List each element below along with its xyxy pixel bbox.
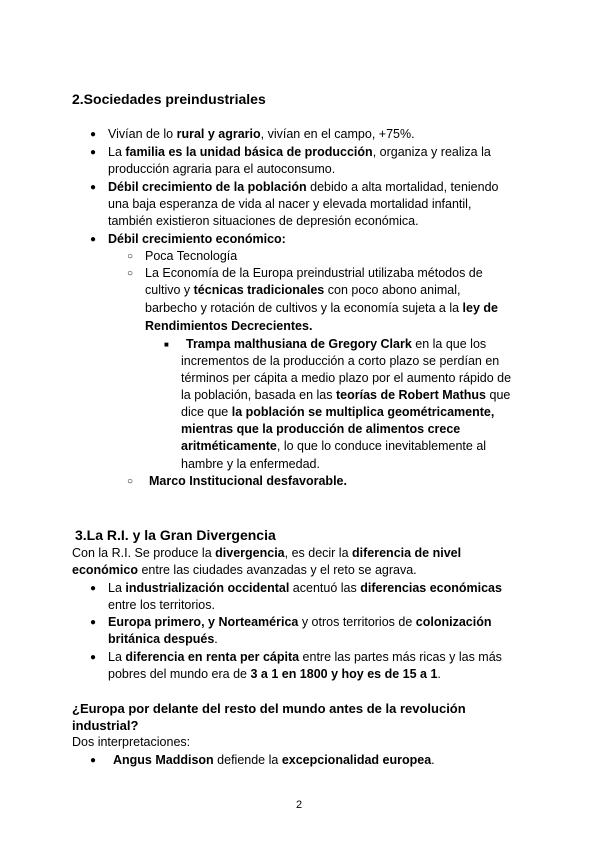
section-3-title: 3.La R.I. y la Gran Divergencia xyxy=(75,527,276,543)
s2-bullet-4: Débil crecimiento económico: xyxy=(108,232,286,246)
circle-bullet-icon: ○ xyxy=(127,268,134,279)
section-2-title: 2.Sociedades preindustriales xyxy=(72,91,266,107)
bullet-icon: ● xyxy=(90,234,97,245)
s2-subsub-1-line4: la población, basada en las teorías de Robert Mathus que xyxy=(181,388,511,402)
bullet-icon: ● xyxy=(90,182,97,193)
s2-subsub-1-line5: dice que la población se multiplica geométricamente, xyxy=(181,405,495,419)
page-number: 2 xyxy=(296,799,303,811)
s3-bullet-2-line1: Europa primero, y Norteamérica y otros territorios de colonización xyxy=(108,615,492,629)
question-intro: Dos interpretaciones: xyxy=(72,735,191,749)
s2-sub-2-line3: barbecho y rotación de cultivos y la economía sujeta a la ley de xyxy=(145,301,498,315)
s2-sub-2-line4: Rendimientos Decrecientes. xyxy=(145,319,313,333)
s2-sub-2-line2: cultivo y técnicas tradicionales con poco abono animal, xyxy=(145,283,461,297)
s2-subsub-1-line6: mientras que la producción de alimentos crece xyxy=(181,422,461,436)
s2-sub-1: Poca Tecnología xyxy=(145,249,238,263)
s2-bullet-3-line2: una baja esperanza de vida al nacer y elevada mortalidad infantil, xyxy=(108,197,472,211)
s3-bullet-3-line1: La diferencia en renta per cápita entre las partes más ricas y las más xyxy=(108,650,502,664)
s3-paragraph-line1: Con la R.I. Se produce la divergencia, es decir la diferencia de nivel xyxy=(72,546,462,560)
bullet-icon: ● xyxy=(90,617,97,628)
bullet-icon: ● xyxy=(90,583,97,594)
s2-subsub-1-line2: incrementos de la producción a corto plazo se perdían en xyxy=(181,354,500,368)
question-line1: ¿Europa por delante del resto del mundo antes de la revolución xyxy=(72,701,466,716)
s2-bullet-3-line3: también existieron situaciones de depresión económica. xyxy=(108,214,419,228)
circle-bullet-icon: ○ xyxy=(127,476,134,487)
question-line2: industrial? xyxy=(72,718,139,733)
s2-bullet-1: Vivían de lo rural y agrario, vivían en el campo, +75%. xyxy=(108,127,415,141)
s2-sub-3: Marco Institucional desfavorable. xyxy=(149,474,347,488)
s2-bullet-2-line2: producción agraria para el autoconsumo. xyxy=(108,162,336,176)
bullet-icon: ● xyxy=(90,147,97,158)
s2-subsub-1-line3: términos per cápita a medio plazo por el aumento rápido de xyxy=(181,371,512,385)
s2-subsub-1-line1: Trampa malthusiana de Gregory Clark en la que los xyxy=(186,337,487,351)
bullet-icon: ● xyxy=(90,755,97,766)
s2-sub-2-line1: La Economía de la Europa preindustrial utilizaba métodos de xyxy=(145,266,483,280)
s3-bullet-3-line2: pobres del mundo era de 3 a 1 en 1800 y hoy es de 15 a 1. xyxy=(108,667,441,681)
s3-bullet-1-line1: La industrialización occidental acentuó las diferencias económicas xyxy=(108,581,502,595)
s3-bullet-1-line2: entre los territorios. xyxy=(108,598,215,612)
s3-bullet-2-line2: británica después. xyxy=(108,632,218,646)
bullet-icon: ● xyxy=(90,652,97,663)
question-bullet-1: Angus Maddison defiende la excepcionalidad europea. xyxy=(113,753,435,767)
s2-bullet-3-line1: Débil crecimiento de la población debido a alta mortalidad, teniendo xyxy=(108,180,499,194)
bullet-icon: ● xyxy=(90,129,97,140)
s2-bullet-2-line1: La familia es la unidad básica de producción, organiza y realiza la xyxy=(108,145,491,159)
circle-bullet-icon: ○ xyxy=(127,251,134,262)
s2-subsub-1-line7: aritméticamente, lo que lo conduce inevitablemente al xyxy=(181,439,487,453)
s2-subsub-1-line8: hambre y la enfermedad. xyxy=(181,457,320,471)
s3-paragraph-line2: económico entre las ciudades avanzadas y el reto se agrava. xyxy=(72,563,417,577)
square-bullet-icon: ■ xyxy=(164,340,169,349)
